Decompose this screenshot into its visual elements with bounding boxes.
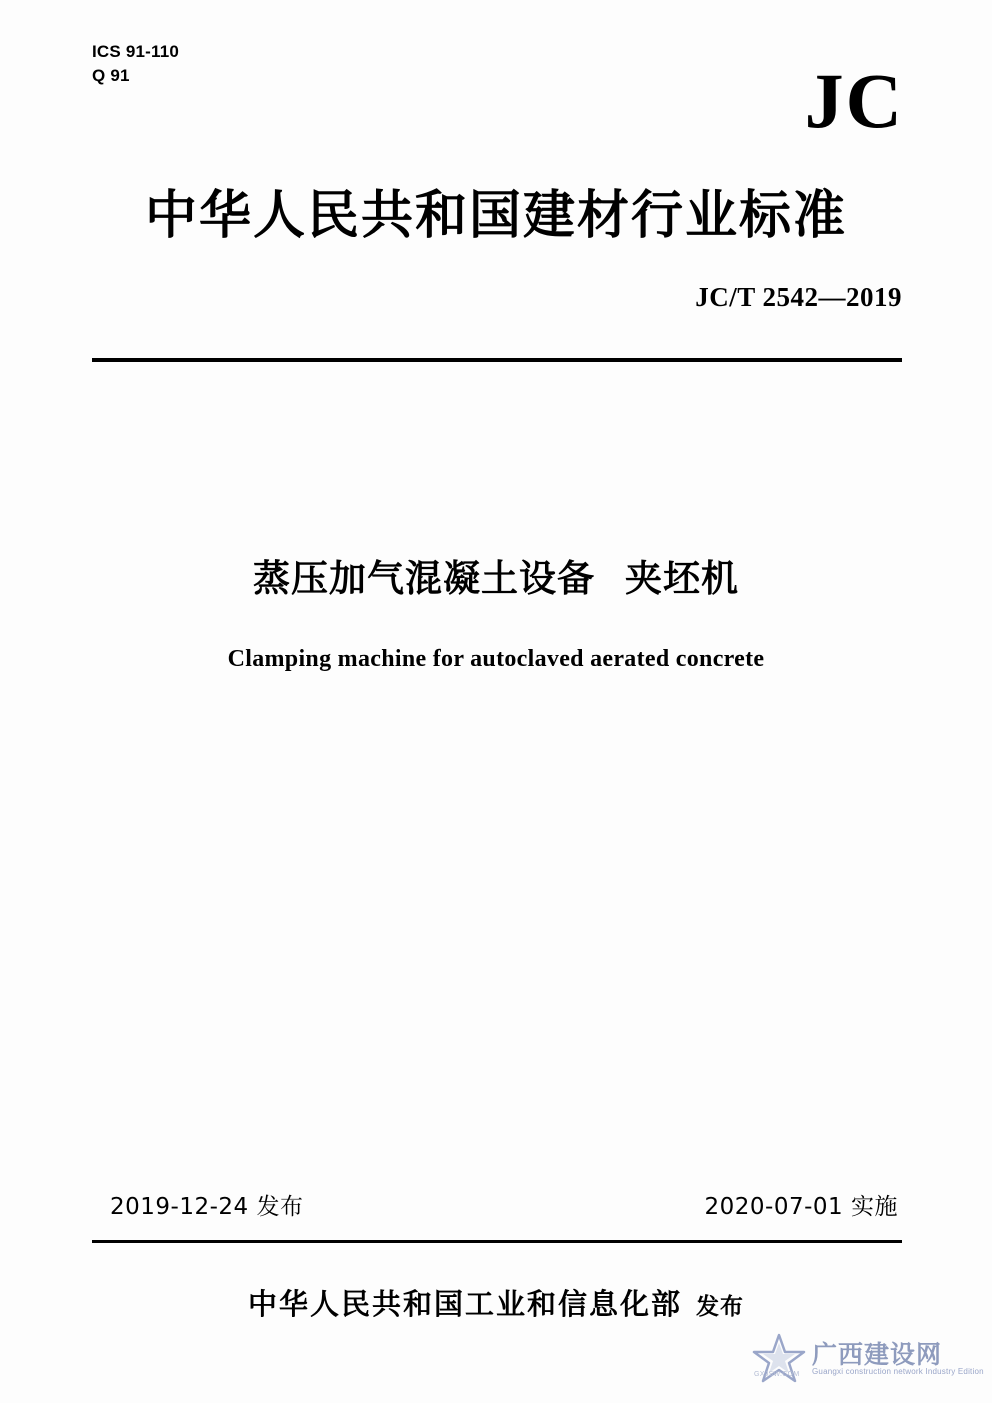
- watermark-subtext: Guangxi construction network Industry Edition: [812, 1367, 984, 1376]
- watermark: [746, 1327, 984, 1391]
- document-title-en: Clamping machine for autoclaved aerated concrete: [227, 646, 765, 672]
- document-title-cn: [0, 548, 992, 602]
- issue-date: 2019-12-24 发布: [110, 1194, 304, 1220]
- publisher-line: [0, 1282, 992, 1323]
- document-title-cn-main: 蒸压加气混凝土设备: [253, 557, 595, 600]
- footer-divider: [92, 1240, 902, 1243]
- ics-code-block: [92, 40, 179, 88]
- implementation-date: 2020-07-01 实施: [704, 1194, 898, 1220]
- dates-row: [92, 1188, 902, 1220]
- header-divider: [92, 358, 902, 362]
- classification-code: Q 91: [92, 66, 130, 85]
- standard-number: JC/T 2542—2019: [695, 282, 902, 312]
- watermark-text: 广西建设网: [812, 1340, 943, 1369]
- ics-code: ICS 91-110: [92, 42, 180, 61]
- publisher-name: 中华人民共和国工业和信息化部: [247, 1287, 682, 1321]
- watermark-tiny-text: GXJSW.COM: [754, 1371, 800, 1378]
- national-standard-title: 中华人民共和国建材行业标准: [144, 186, 847, 246]
- publisher-suffix: 发布: [696, 1294, 744, 1320]
- jc-logo: JC: [804, 57, 904, 144]
- document-title-cn-sub: 夹坯机: [625, 557, 739, 600]
